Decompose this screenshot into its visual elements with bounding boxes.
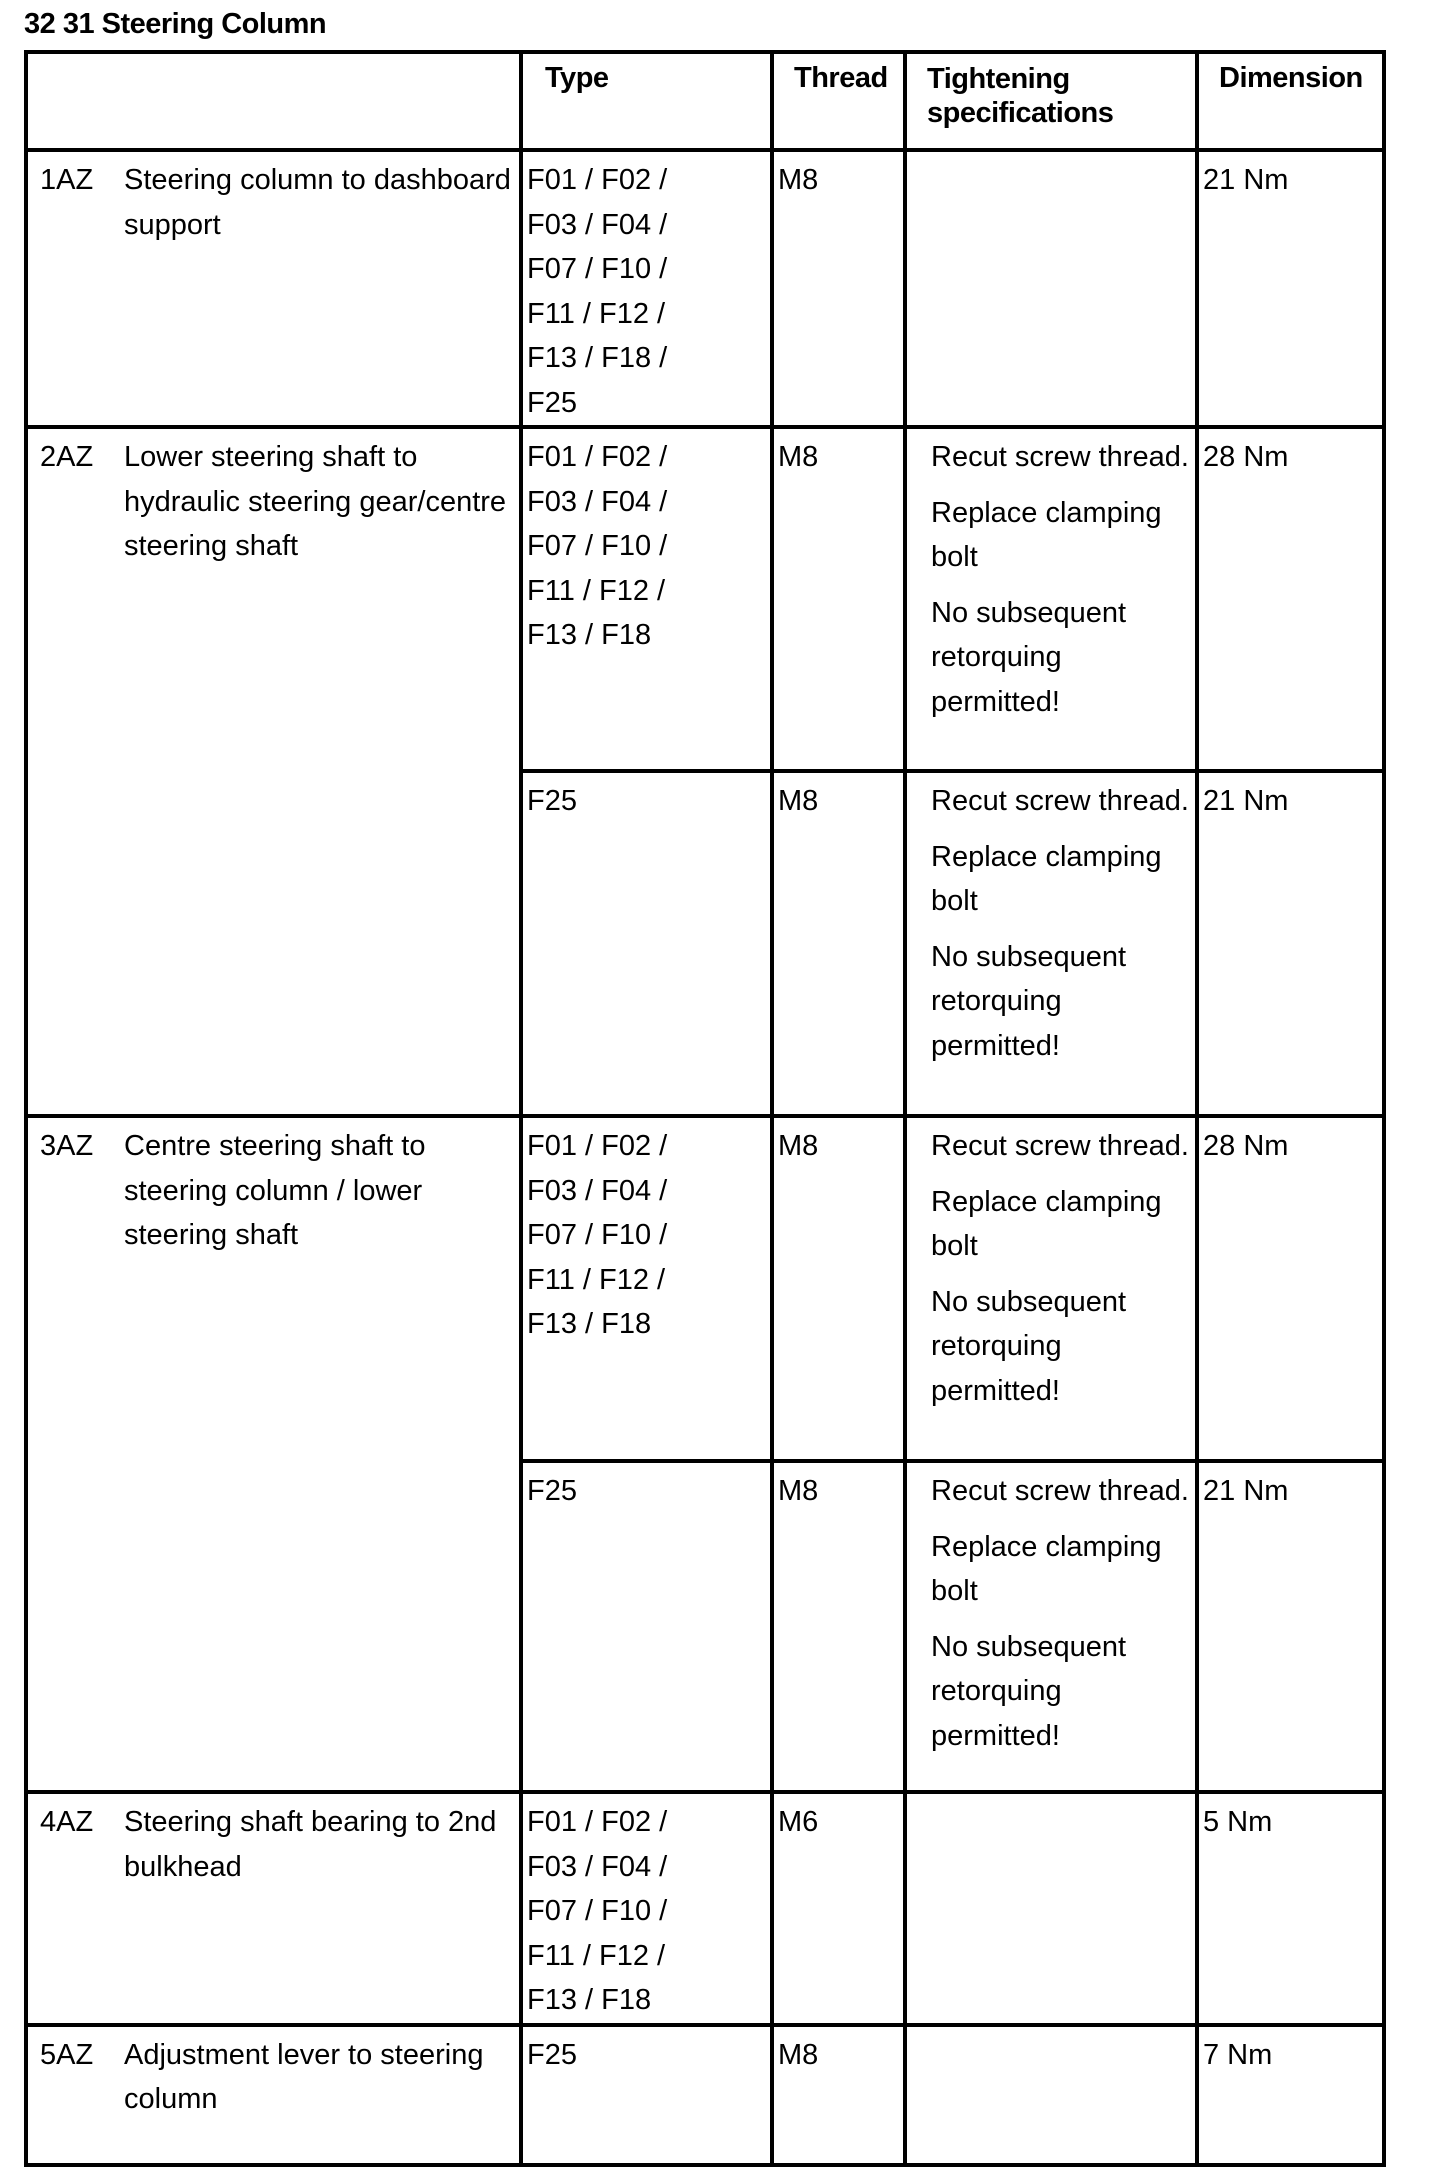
- type-cell: [521, 427, 772, 771]
- item-description: Steering column to dashboard support: [124, 164, 511, 241]
- section-title: 32 31 Steering Column: [24, 8, 327, 40]
- spec-note: Replace clamping bolt: [931, 1185, 1162, 1262]
- type-value: F25: [527, 785, 577, 817]
- spec-cell: [905, 1461, 1197, 1792]
- type-value: F01 / F02 / F03 / F04 / F07 / F10 / F11 / F12 / F13 / F18: [527, 1130, 668, 1340]
- item-cell: [26, 150, 521, 427]
- spec-cell: [905, 427, 1197, 771]
- header-item: [26, 52, 521, 150]
- header-spec: Tightening specifications: [905, 52, 1197, 150]
- spec-cell: [905, 1116, 1197, 1461]
- item-cell: [26, 427, 521, 1116]
- item-id: 4AZ: [40, 1806, 94, 1838]
- thread-value: M8: [772, 427, 905, 771]
- spec-note: Recut screw thread.: [931, 441, 1189, 473]
- thread-value: M8: [772, 150, 905, 427]
- type-cell: [521, 771, 772, 1116]
- type-cell: [521, 1792, 772, 2025]
- item-cell: [26, 1792, 521, 2025]
- header-type: Type: [521, 52, 772, 150]
- thread-value: M6: [772, 1792, 905, 2025]
- item-id: 5AZ: [40, 2038, 94, 2071]
- header-thread: Thread: [772, 52, 905, 150]
- spec-note: No subsequent retorquing permitted!: [931, 596, 1127, 718]
- type-cell: [521, 150, 772, 427]
- spec-note: No subsequent retorquing permitted!: [931, 1630, 1127, 1752]
- dimension-value: 7 Nm: [1197, 2025, 1384, 2165]
- item-cell: [26, 2025, 521, 2165]
- item-description: Centre steering shaft to steering column / lower steering shaft: [124, 1130, 426, 1251]
- dimension-value: 28 Nm: [1197, 427, 1384, 771]
- dimension-value: 28 Nm: [1197, 1116, 1384, 1461]
- type-value: F01 / F02 / F03 / F04 / F07 / F10 / F11 / F12 / F13 / F18: [527, 1806, 668, 2016]
- header-row: [26, 52, 1384, 150]
- item-id: 1AZ: [40, 164, 94, 196]
- spec-note: No subsequent retorquing permitted!: [931, 940, 1127, 1062]
- spec-note: Recut screw thread.: [931, 1130, 1189, 1162]
- thread-value: M8: [772, 1116, 905, 1461]
- item-description: Steering shaft bearing to 2nd bulkhead: [124, 1806, 497, 1883]
- table-row: [26, 427, 1384, 771]
- type-cell: [521, 1116, 772, 1461]
- item-description: Adjustment lever to steering column: [124, 2038, 484, 2115]
- spec-cell: [905, 2025, 1197, 2165]
- type-cell: [521, 1461, 772, 1792]
- spec-note: Replace clamping bolt: [931, 840, 1162, 917]
- spec-note: Replace clamping bolt: [931, 1530, 1162, 1607]
- thread-value: M8: [772, 1461, 905, 1792]
- type-value: F25: [527, 1475, 577, 1507]
- table-row: [26, 1116, 1384, 1461]
- dimension-value: 21 Nm: [1197, 1461, 1384, 1792]
- spec-cell: [905, 771, 1197, 1116]
- spec-note: Recut screw thread.: [931, 1475, 1189, 1507]
- item-id: 3AZ: [40, 1130, 94, 1162]
- type-value: F25: [527, 2038, 577, 2071]
- spec-cell: [905, 1792, 1197, 2025]
- type-value: F01 / F02 / F03 / F04 / F07 / F10 / F11 / F12 / F13 / F18 / F25: [527, 164, 668, 419]
- item-id: 2AZ: [40, 441, 94, 473]
- dimension-value: 5 Nm: [1197, 1792, 1384, 2025]
- dimension-value: 21 Nm: [1197, 771, 1384, 1116]
- spec-note: Recut screw thread.: [931, 785, 1189, 817]
- type-value: F01 / F02 / F03 / F04 / F07 / F10 / F11 / F12 / F13 / F18: [527, 441, 668, 651]
- spec-note: Replace clamping bolt: [931, 496, 1162, 573]
- item-description: Lower steering shaft to hydraulic steering gear/centre steering shaft: [124, 441, 507, 562]
- table-row: [26, 1792, 1384, 2025]
- table-row: [26, 150, 1384, 427]
- thread-value: M8: [772, 771, 905, 1116]
- dimension-value: 21 Nm: [1197, 150, 1384, 427]
- torque-table: [24, 50, 1386, 2167]
- thread-value: M8: [772, 2025, 905, 2165]
- header-dimension: Dimension: [1197, 52, 1384, 150]
- type-cell: [521, 2025, 772, 2165]
- table-row: [26, 2025, 1384, 2165]
- item-cell: [26, 1116, 521, 1792]
- spec-note: No subsequent retorquing permitted!: [931, 1285, 1127, 1407]
- spec-cell: [905, 150, 1197, 427]
